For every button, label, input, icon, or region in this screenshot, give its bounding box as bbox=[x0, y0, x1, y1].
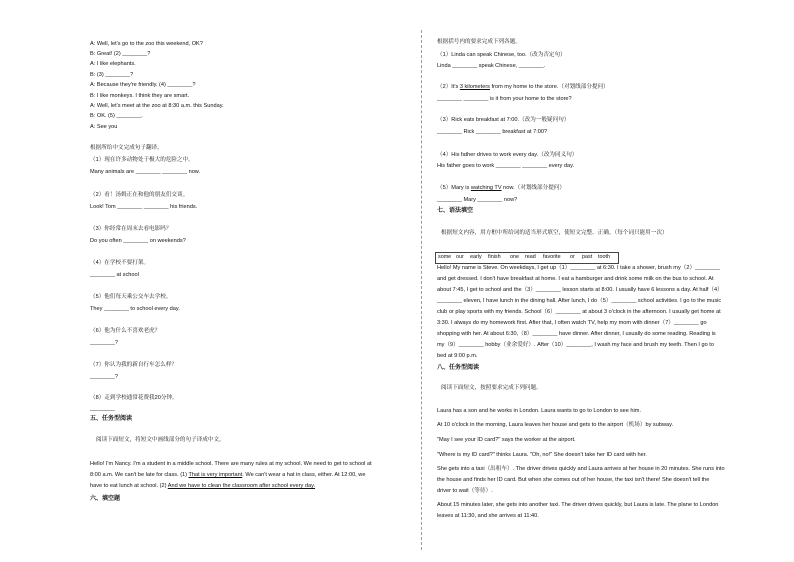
translate-cn: （5）他们每天乘公交车去学校。 bbox=[90, 294, 172, 300]
translate-en: Look! Tom ________ ________ his friends. bbox=[90, 204, 198, 210]
translate-cn: （3）你经常在周末去看电影吗？ bbox=[90, 226, 172, 232]
translate-cn: （8）走到学校通常花费我20分钟。 bbox=[90, 395, 178, 401]
translate-en: ________ at school bbox=[90, 272, 139, 278]
question-text: now.（对划线部分提问） bbox=[501, 185, 565, 191]
dialogue-line: B: (3) ________? bbox=[90, 72, 134, 78]
passage-text: have to eat lunch at school. (2) bbox=[90, 483, 168, 489]
translate-en: ________? bbox=[90, 340, 118, 346]
translate-cn: （7）你认为我的新自行车怎么样？ bbox=[90, 362, 178, 368]
dialogue-line: A: Well, let's go to the zoo this weekend, OK? bbox=[90, 41, 203, 47]
cloze-line: about 7:45, I get to school and the（3）________ lesson starts at 8:00. I usually have 6 lessons a day. At half（4） bbox=[437, 287, 723, 293]
translate-cn: （1）现在许多动物处于极大的危险之中。 bbox=[90, 157, 194, 163]
rewrite-answer: ________ Mary ________ now? bbox=[437, 197, 518, 203]
dialogue-line: B: OK. (5) ________. bbox=[90, 113, 143, 119]
reading-line: At 10 o'clock in the morning, Laura leaves her house and gets to the airport（机场）by subway. bbox=[437, 422, 674, 428]
word-bank-item: finish bbox=[488, 254, 501, 260]
cloze-line: Hello! My name is Steve. On weekdays, I get up（1）________ at 6:30. I take a shower, brush my（2）________ bbox=[437, 265, 720, 271]
reading-line: Laura has a son and he works in London. Laura wants to go to London to see him. bbox=[437, 408, 641, 414]
underlined-sentence: That is very important bbox=[188, 472, 243, 478]
answer-blank: ________ bbox=[90, 406, 115, 412]
dialogue-line: A: Because they're friendly. (4) ________? bbox=[90, 82, 196, 88]
question-text: （2）It's bbox=[437, 84, 460, 90]
passage-text: 8:00 a.m. We can't be late for class. (1) bbox=[90, 472, 189, 478]
reading-line: the house and finds her ID card. But when she comes out of her house, the taxi isn't there! She doesn't tell the bbox=[437, 477, 710, 483]
reading-line: "Where is my ID card?" thinks Laura. "Oh, no!" She doesn't take her ID card with her. bbox=[437, 452, 647, 458]
rewrite-answer: ________ Rick ________ breakfast at 7:00? bbox=[437, 129, 548, 135]
translate-cn: （6）他为什么不喜欢老虎？ bbox=[90, 328, 161, 334]
word-bank-item: or bbox=[570, 254, 575, 260]
passage-line bbox=[90, 483, 315, 490]
translate-cn: （2）看！汤姆正在和他的朋友们交谈。 bbox=[90, 192, 189, 198]
rewrite-question: （4）His father drives to work every day.（改为同义句） bbox=[437, 152, 578, 158]
question-text: from my home to the store.（对划线部分提问） bbox=[489, 84, 609, 90]
cloze-line: bed at 9:00 p.m. bbox=[437, 353, 478, 359]
passage-text: . We can't wear a hat in class, either. At 12:00, we bbox=[242, 472, 366, 478]
section-title: 八、任务型阅读 bbox=[437, 365, 480, 371]
reading-line: leaves at 11:30, and she arrives at 11:40. bbox=[437, 513, 539, 519]
rewrite-answer: His father goes to work ________ ________ every day. bbox=[437, 163, 575, 169]
rewrite-question bbox=[437, 185, 565, 192]
rewrite-title: 根据括号内的要求完成下列各题。 bbox=[437, 39, 521, 45]
section-instruction: 根据短文内容，用方框中所给词的适当形式填空，使短文完整、正确。（每个词只能用一次） bbox=[441, 230, 668, 236]
section-instruction: 阅读下面短文，按照要求完成下列问题。 bbox=[441, 385, 542, 391]
dialogue-line: A: See you bbox=[90, 124, 118, 130]
dialogue-line: B: I like monkeys. I think they are smart. bbox=[90, 93, 190, 99]
rewrite-answer: Linda ________ speak Chinese, ________. bbox=[437, 63, 546, 69]
dialogue-line: A: I like elephants. bbox=[90, 61, 136, 67]
word-bank-item: our bbox=[456, 254, 464, 260]
dialogue-line: B: Great! (2) ________? bbox=[90, 51, 151, 57]
section-instruction: 阅读下面短文，将短文中画线部分的句子译成中文。 bbox=[96, 437, 225, 443]
rewrite-answer: ________ ________ is it from your home to the store? bbox=[437, 96, 572, 102]
cloze-line: my（9）________ hobby（业余爱好）. After（10）________, I wash my face and brush my teeth. Then I go to bbox=[437, 342, 714, 348]
cloze-line: 3:30. I always do my homework first. After that, I often watch TV, help my mom with dinner（7）________ go bbox=[437, 320, 707, 326]
underlined-sentence: And we have to clean the classroom after school every day. bbox=[167, 483, 316, 489]
reading-line: "May I see your ID card?" says the worker at the airport. bbox=[437, 437, 576, 443]
word-bank-item: some bbox=[438, 254, 452, 260]
question-text: （5）Mary is bbox=[437, 185, 471, 191]
reading-line: About 15 minutes later, she gets into another taxi. The driver drives quickly, but Laura is late. The plane to London bbox=[437, 502, 719, 508]
translate-cn: （4）在学校不要打架。 bbox=[90, 260, 150, 266]
cloze-line: club or play sports with my friends. School（6）________ at about 3 o'clock in the afternoon. I usually get home at bbox=[437, 309, 721, 315]
reading-line: She gets into a taxi（出租车）. The driver drives quickly and Laura arrives at her house in 20 minutes. She runs into bbox=[437, 466, 725, 472]
translate-en: Do you often ________ on weekends? bbox=[90, 238, 186, 244]
word-bank-item: tooth bbox=[598, 254, 610, 260]
reading-line: driver to wait（等待）. bbox=[437, 488, 493, 494]
word-bank-item: one bbox=[510, 254, 519, 260]
section-title: 五、任务型阅读 bbox=[90, 416, 133, 422]
word-bank-item: early bbox=[470, 254, 482, 260]
rewrite-question: （3）Rick eats breakfast at 7:00.（改为一般疑问句） bbox=[437, 117, 570, 123]
section-title: 七、语法填空 bbox=[437, 208, 474, 214]
passage-line bbox=[90, 472, 365, 479]
column-divider bbox=[421, 30, 422, 550]
passage-line bbox=[90, 461, 372, 468]
translate-en: ________? bbox=[90, 374, 118, 380]
section-title: 六、填空题 bbox=[90, 496, 121, 502]
word-bank-item: past bbox=[582, 254, 593, 260]
rewrite-question: （1）Linda can speak Chinese, too.（改为否定句） bbox=[437, 52, 566, 58]
rewrite-question bbox=[437, 84, 609, 91]
cloze-line: ________ eleven, I have lunch in the dining hall. After lunch, I do（5）________ school activities. I go to the music bbox=[437, 298, 722, 304]
underlined-text: watching TV bbox=[470, 185, 502, 191]
word-bank-item: read bbox=[525, 254, 536, 260]
translate-en: They ________ to school every day. bbox=[90, 306, 180, 312]
passage-text: Hello! I'm Nancy. I'm a student in a middle school. There are many rules at my school. We need to get to school at bbox=[90, 461, 372, 467]
underlined-text: 3 kilometers bbox=[459, 84, 490, 90]
translate-title: 根据所给中文完成句子翻译。 bbox=[90, 145, 163, 151]
dialogue-line: A: Well, let's meet at the zoo at 8:30 a.m. this Sunday. bbox=[90, 103, 224, 109]
cloze-line: and get dressed. I don't have breakfast at home. I eat a hamburger and drink some milk on the bus to school. At bbox=[437, 276, 714, 282]
word-bank-item: favorite bbox=[543, 254, 561, 260]
translate-en: Many animals are ________ ________ now. bbox=[90, 169, 201, 175]
cloze-line: shopping with her. At about 6:30,（8）________ have dinner. After dinner, I usually do some reading. Reading is bbox=[437, 331, 716, 337]
